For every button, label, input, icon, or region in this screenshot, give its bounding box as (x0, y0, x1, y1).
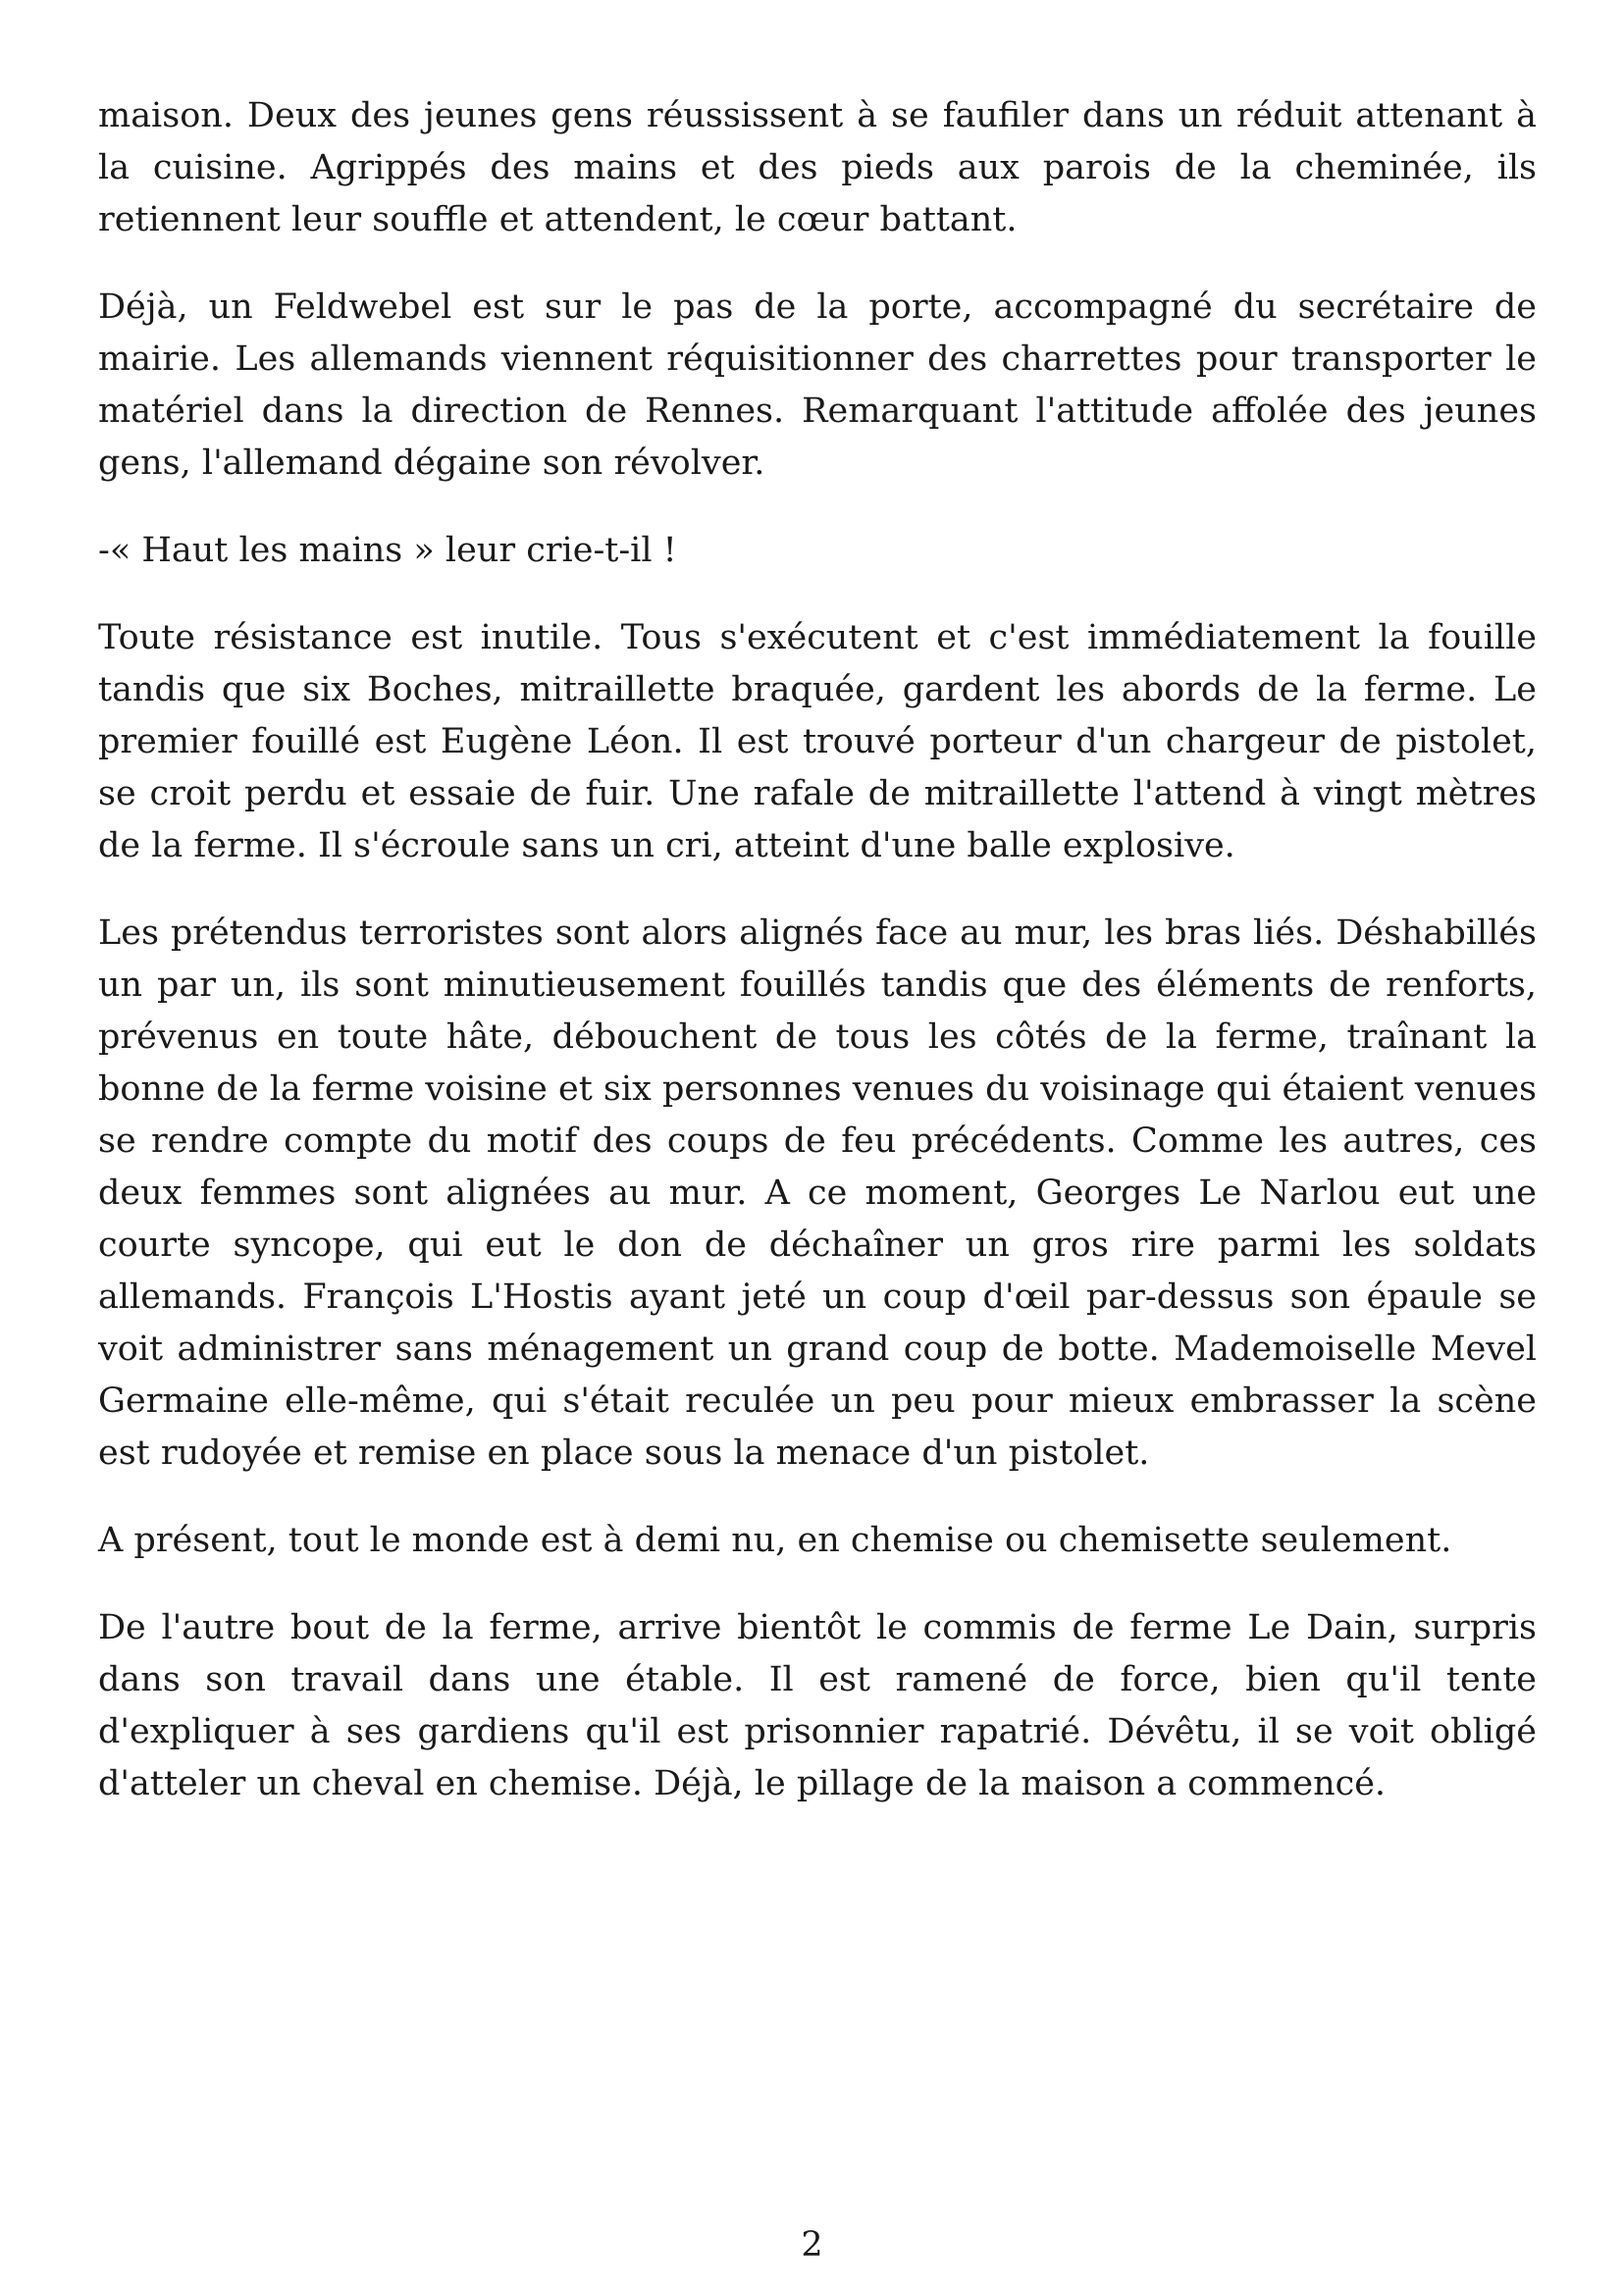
paragraph-7: De l'autre bout de la ferme, arrive bientôt le commis de ferme Le Dain, surpris dans son travail dans une étable. Il est ramené de force, bien qu'il tente d'expliquer à ses gardiens qu'il est prisonnier rapatrié. Dévêtu, il se voit obligé d'atteler un cheval en chemise. Déjà, le pillage de la maison a commencé. (98, 1608, 1537, 1803)
paragraph-5: Les prétendus terroristes sont alors alignés face au mur, les bras liés. Déshabillés un par un, ils sont minutieusement fouillés tandis que des éléments de renforts, prévenus en toute hâte, débouchent de tous les côtés de la ferme, traînant la bonne de la ferme voisine et six personnes venues du voisinage qui étaient venues se rendre compte du motif des coups de feu précédents. Comme les autres, ces deux femmes sont alignées au mur. A ce moment, Georges Le Narlou eut une courte syncope, qui eut le don de déchaîner un gros rire parmi les soldats allemands. François L'Hostis ayant jeté un coup d'œil par-dessus son épaule se voit administrer sans ménagement un grand coup de botte. Mademoiselle Mevel Germaine elle-même, qui s'était reculée un peu pour mieux embrasser la scène est rudoyée et remise en place sous la menace d'un pistolet. (98, 913, 1537, 1473)
page-number: 2 (801, 2225, 823, 2265)
paragraph-3: -« Haut les mains » leur crie-t-il ! (98, 531, 677, 570)
paragraph-6: A présent, tout le monde est à demi nu, en chemise ou chemisette seulement. (98, 1521, 1452, 1560)
paragraph-4: Toute résistance est inutile. Tous s'exécutent et c'est immédiatement la fouille tandis que six Boches, mitraillette braquée, gardent les abords de la ferme. Le premier fouillé est Eugène Léon. Il est trouvé porteur d'un chargeur de pistolet, se croit perdu et essaie de fuir. Une rafale de mitraillette l'attend à vingt mètres de la ferme. Il s'écroule sans un cri, atteint d'une balle explosive. (98, 618, 1537, 865)
paragraph-1: maison. Deux des jeunes gens réussissent à se faufiler dans un réduit attenant à la cuisine. Agrippés des mains et des pieds aux parois de la cheminée, ils retiennent leur souffle et attendent, le cœur battant. (98, 96, 1537, 239)
document-body (98, 90, 1537, 1846)
paragraph-2: Déjà, un Feldwebel est sur le pas de la porte, accompagné du secrétaire de mairie. Les allemands viennent réquisitionner des charrettes pour transporter le matériel dans la direction de Rennes. Remarquant l'attitude affolée des jeunes gens, l'allemand dégaine son révolver. (98, 287, 1537, 483)
